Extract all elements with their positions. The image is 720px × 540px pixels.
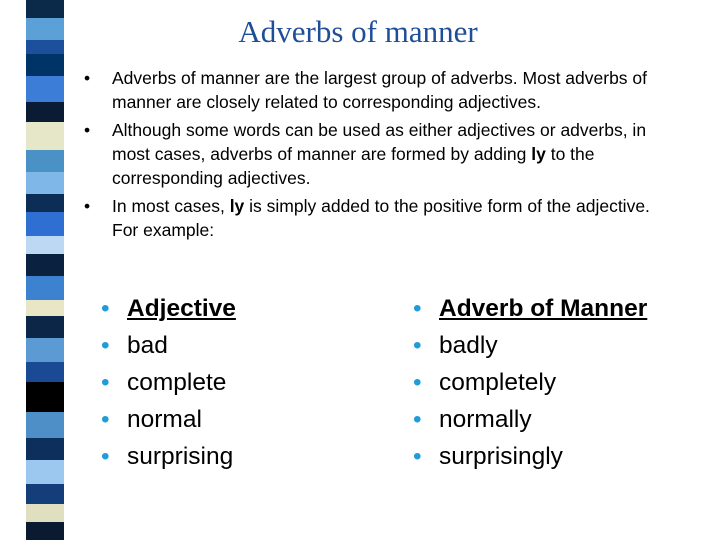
stripe-segment [26,212,64,236]
adjective-item [101,401,236,438]
adjective-header-row [101,290,236,327]
intro-bullet [84,118,664,190]
bullet-marker: • [101,369,110,396]
adverb-item [413,401,647,438]
adjective-item [101,438,236,475]
stripe-segment [26,172,64,194]
stripe-segment [26,150,64,172]
slide-title: Adverbs of manner [238,14,478,49]
stripe-segment [26,522,64,540]
adverb-header: Adverb of Manner [439,295,648,322]
stripe-segment [26,484,64,504]
bullet-marker: • [101,295,110,322]
stripe-segment [26,504,64,522]
bullet-marker: • [101,406,110,433]
stripe-segment [26,460,64,484]
stripe-segment [26,102,64,122]
bullet-marker: • [413,295,422,322]
decorative-stripe [26,0,64,540]
stripe-segment [26,254,64,276]
adverb-item-text: surprisingly [439,443,563,470]
bold-suffix-text: ly [229,196,245,216]
stripe-segment [26,276,64,300]
adverb-item-text: badly [439,332,498,359]
bullet-marker: • [84,120,91,140]
bullet-marker: • [84,68,91,88]
stripe-segment [26,412,64,438]
bullet-text: to the corresponding adjectives. [112,144,595,188]
bullet-text: Adverbs of manner are the largest group of adverbs. Most adverbs of manner are closely related to corresponding adjectives. [112,68,648,112]
stripe-segment [26,18,64,40]
adjective-item-text: complete [127,369,227,396]
adverb-item [413,327,647,364]
stripe-segment [26,316,64,338]
stripe-segment [26,122,64,150]
bullet-marker: • [413,443,422,470]
bullet-text: Although some words can be used as either adjectives or adverbs, in most cases, adverbs of manner are formed by adding [112,120,647,164]
bold-suffix-text: ly [531,144,546,164]
adjective-item-text: surprising [127,443,234,470]
adverb-item-text: normally [439,406,532,433]
bullet-marker: • [84,196,91,216]
adverb-item-text: completely [439,369,557,396]
adverb-item [413,438,647,475]
stripe-segment [26,438,64,460]
adjective-item-text: bad [127,332,168,359]
stripe-segment [26,0,64,18]
bullet-text: is simply added to the positive form of the adjective. For example: [112,196,650,240]
stripe-segment [26,300,64,316]
bullet-marker: • [101,332,110,359]
stripe-segment [26,382,64,412]
stripe-segment [26,40,64,54]
stripe-segment [26,338,64,362]
bullet-marker: • [413,332,422,359]
bullet-text: In most cases, [112,196,230,216]
bullet-marker: • [413,369,422,396]
adverb-column [413,290,647,475]
stripe-segment [26,236,64,254]
adverb-item [413,364,647,401]
adjective-item [101,364,236,401]
stripe-segment [26,194,64,212]
stripe-segment [26,362,64,382]
stripe-segment [26,76,64,102]
intro-bullet-list [84,66,664,246]
intro-bullet [84,66,664,114]
adjective-item [101,327,236,364]
bullet-marker: • [413,406,422,433]
stripe-segment [26,54,64,76]
adverb-header-row [413,290,647,327]
adjective-header: Adjective [127,295,236,322]
adjective-column [101,290,236,475]
intro-bullet [84,194,664,242]
bullet-marker: • [101,443,110,470]
adjective-item-text: normal [127,406,202,433]
